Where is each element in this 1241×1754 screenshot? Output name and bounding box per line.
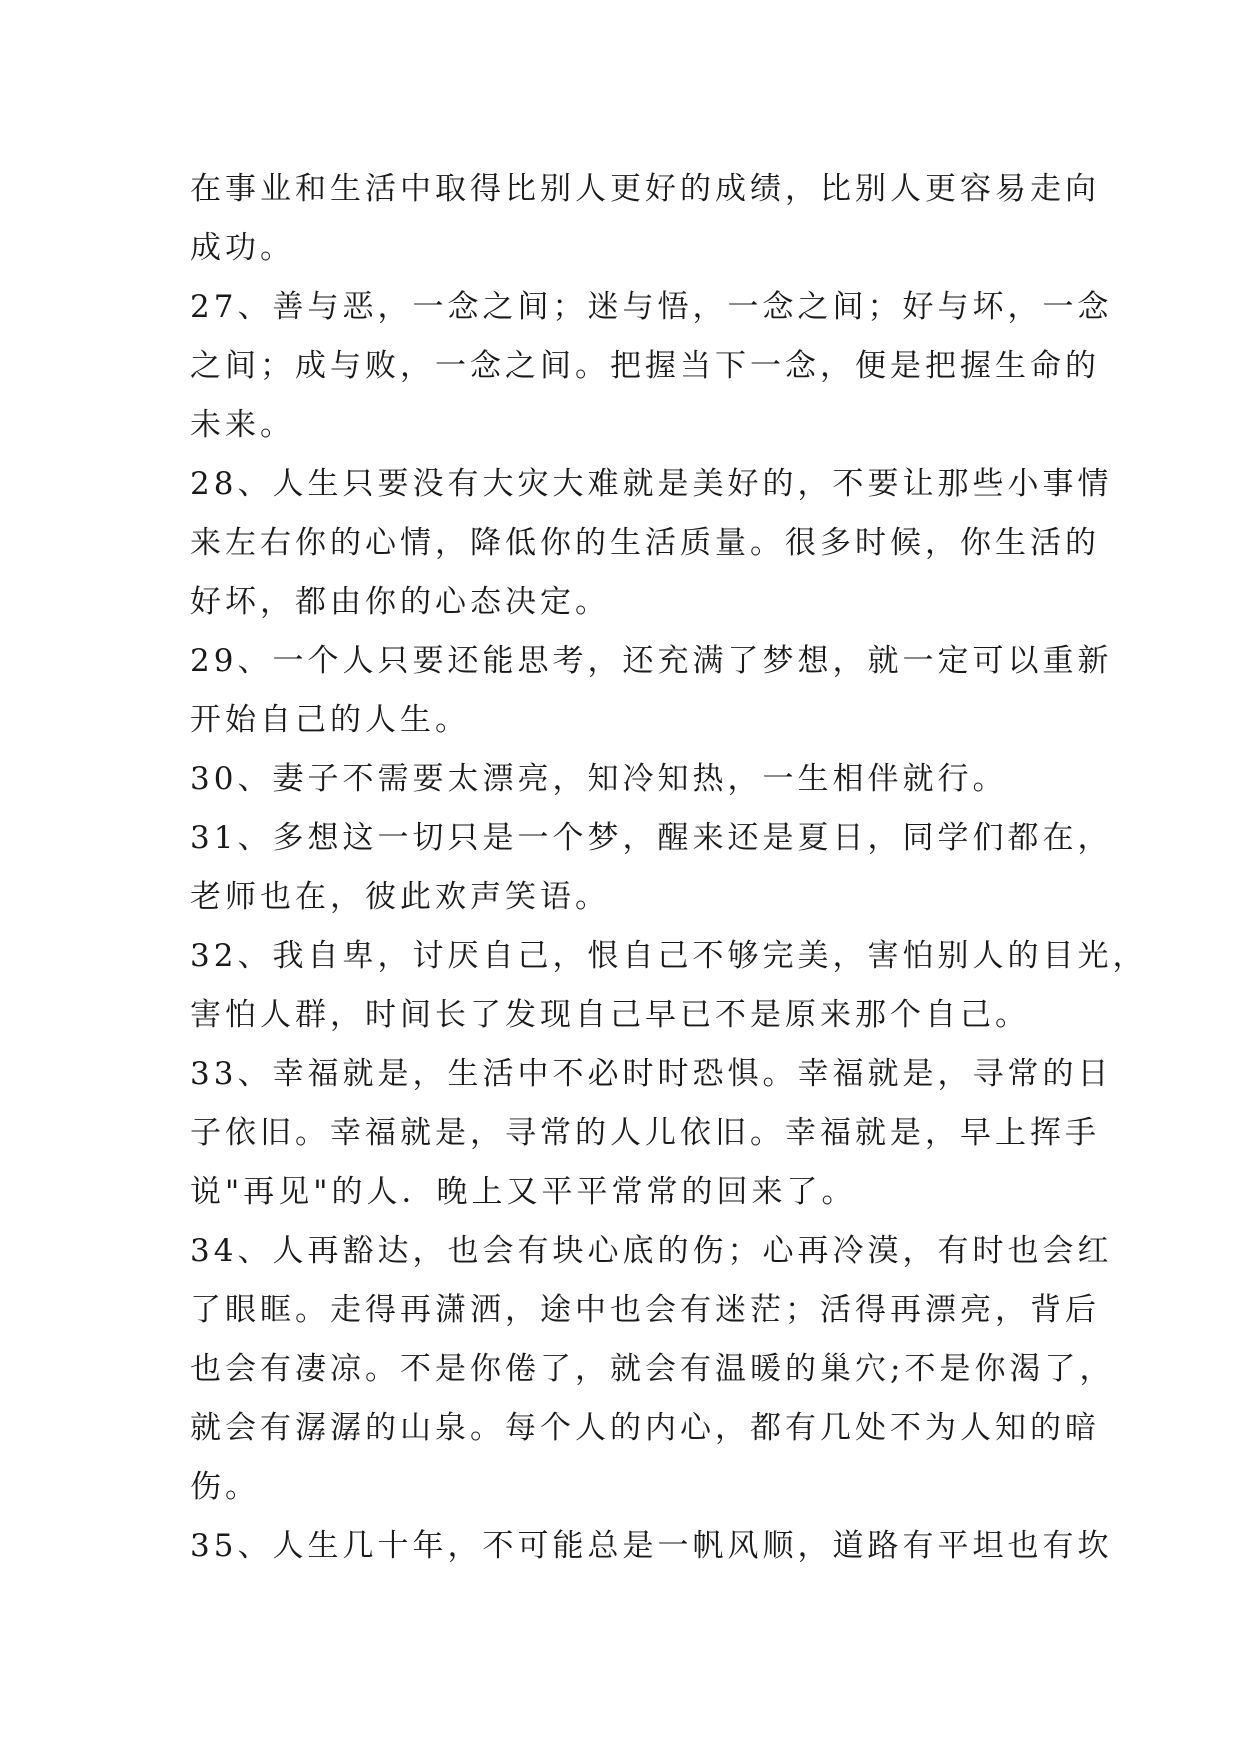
text-line: 27、善与恶，一念之间；迷与悟，一念之间；好与坏，一念	[190, 289, 1113, 325]
text-line: 33、幸福就是，生活中不必时时恐惧。幸福就是，寻常的日	[190, 1056, 1113, 1092]
text-line: 35、人生几十年，不可能总是一帆风顺，道路有平坦也有坎	[190, 1528, 1113, 1564]
text-line: 成功。	[190, 230, 295, 266]
text-line: 伤。	[190, 1469, 260, 1505]
text-line: 之间；成与败，一念之间。把握当下一念，便是把握生命的	[190, 348, 1100, 384]
text-line: 说"再见"的人．晚上又平平常常的回来了。	[190, 1174, 857, 1210]
text-line: 34、人再豁达，也会有块心底的伤；心再冷漠，有时也会红	[190, 1233, 1113, 1269]
text-line: 30、妻子不需要太漂亮，知冷知热，一生相伴就行。	[190, 761, 1008, 797]
text-line: 好坏，都由你的心态决定。	[190, 584, 610, 620]
document-body	[190, 160, 1148, 1576]
text-line: 32、我自卑，讨厌自己，恨自己不够完美，害怕别人的目光，	[190, 938, 1148, 974]
text-line: 也会有凄凉。不是你倦了，就会有温暖的巢穴;不是你渴了，	[190, 1351, 1115, 1387]
text-line: 子依旧。幸福就是，寻常的人儿依旧。幸福就是，早上挥手	[190, 1115, 1100, 1151]
text-line: 31、多想这一切只是一个梦，醒来还是夏日，同学们都在，	[190, 820, 1113, 856]
text-line: 在事业和生活中取得比别人更好的成绩，比别人更容易走向	[190, 171, 1100, 207]
text-line: 29、一个人只要还能思考，还充满了梦想，就一定可以重新	[190, 643, 1113, 679]
text-line: 来左右你的心情，降低你的生活质量。很多时候，你生活的	[190, 525, 1100, 561]
text-line: 害怕人群，时间长了发现自己早已不是原来那个自己。	[190, 997, 1030, 1033]
text-line: 未来。	[190, 407, 295, 443]
text-line: 28、人生只要没有大灾大难就是美好的，不要让那些小事情	[190, 466, 1113, 502]
text-line: 就会有潺潺的山泉。每个人的内心，都有几处不为人知的暗	[190, 1410, 1100, 1446]
text-line: 老师也在，彼此欢声笑语。	[190, 879, 610, 915]
text-line: 了眼眶。走得再潇洒，途中也会有迷茫；活得再漂亮，背后	[190, 1292, 1100, 1328]
text-line: 开始自己的人生。	[190, 702, 470, 738]
